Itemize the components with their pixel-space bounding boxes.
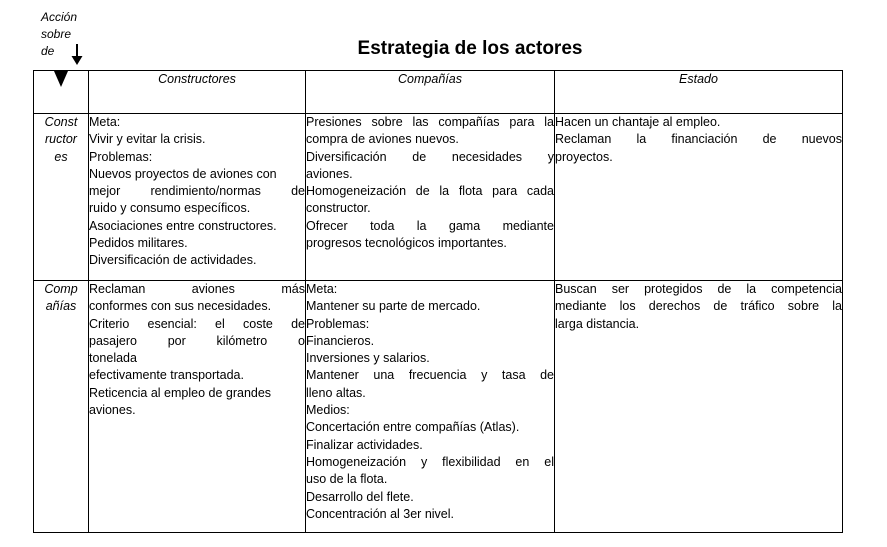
- cell-line: conformes con sus necesidades.: [89, 299, 272, 314]
- cell-line: Ofrecer toda la gama mediante: [306, 218, 554, 233]
- cell-line: tonelada: [89, 351, 137, 366]
- corner-label-line: Acción: [41, 10, 78, 24]
- cell-line: Reticencia al empleo de grandes: [89, 385, 272, 400]
- row-label-line: Comp: [44, 282, 78, 296]
- column-header-companias: Compañías: [306, 71, 555, 114]
- cell-line: compra de aviones nuevos.: [306, 132, 459, 147]
- column-header-constructores: Constructores: [89, 71, 306, 114]
- cell-line: uso de la flota.: [306, 472, 388, 487]
- cell-line: Pedidos militares.: [89, 236, 188, 251]
- corner-label-line: de: [41, 44, 55, 58]
- row-label-line: ructor: [45, 132, 77, 147]
- cell-line: progresos tecnológicos importantes.: [306, 236, 507, 251]
- cell-line: aviones.: [306, 166, 353, 181]
- cell-line: Inversiones y salarios.: [306, 351, 430, 366]
- corner-label-line: sobre: [41, 27, 72, 41]
- down-arrow-icon: [70, 44, 84, 66]
- cell-companias-companias: [306, 281, 555, 533]
- cell-line: Medios:: [306, 403, 350, 418]
- cell-line: Problemas:: [89, 149, 153, 164]
- cell-line: Reclaman aviones más: [89, 282, 305, 296]
- header-corner-cell: [34, 71, 89, 114]
- cell-line: Concentración al 3er nivel.: [306, 506, 454, 521]
- cell-line: efectivamente transportada.: [89, 368, 244, 383]
- cell-line: Problemas:: [306, 316, 370, 331]
- cell-line: Homogeneización y flexibilidad en el: [306, 454, 554, 469]
- cell-line: Hacen un chantaje al empleo.: [555, 115, 721, 129]
- cell-line: proyectos.: [555, 149, 613, 164]
- cell-line: Reclaman la financiación de nuevos: [555, 132, 842, 147]
- cell-line: mejor rendimiento/normas de: [89, 184, 305, 199]
- cell-line: Meta:: [89, 115, 121, 129]
- row-label-line: Const: [44, 115, 78, 129]
- cell-line: aviones.: [89, 403, 136, 418]
- cell-line: Financieros.: [306, 333, 375, 348]
- row-header-companias: [34, 281, 89, 533]
- table-row: [34, 114, 843, 281]
- cell-line: ruido y consumo específicos.: [89, 201, 251, 216]
- cell-line: Mantener una frecuencia y tasa de: [306, 368, 554, 383]
- row-label-line: es: [54, 149, 68, 164]
- cell-line: Presiones sobre las compañías para la: [306, 115, 554, 129]
- page-title: Estrategia de los actores: [357, 38, 583, 59]
- cell-companias-estado: [555, 281, 843, 533]
- column-header-estado: Estado: [555, 71, 843, 114]
- cell-line: Vivir y evitar la crisis.: [89, 132, 206, 147]
- cell-line: mediante los derechos de tráfico sobre la: [555, 299, 842, 314]
- cell-line: Desarrollo del flete.: [306, 489, 414, 504]
- cell-line: Diversificación de actividades.: [89, 253, 257, 268]
- cell-constructores-estado: [555, 114, 843, 281]
- cell-constructores-constructores: [89, 114, 306, 281]
- down-triangle-icon: [54, 71, 68, 87]
- cell-line: constructor.: [306, 201, 371, 216]
- cell-line: Asociaciones entre constructores.: [89, 218, 277, 233]
- row-header-constructores: [34, 114, 89, 281]
- row-label-line: añías: [45, 299, 77, 314]
- actors-strategy-table: [33, 70, 843, 533]
- table-row: [34, 281, 843, 533]
- cell-line: Criterio esencial: el coste de: [89, 316, 305, 331]
- cell-line: Nuevos proyectos de aviones con: [89, 166, 277, 181]
- cell-line: larga distancia.: [555, 316, 640, 331]
- cell-line: Concertación entre compañías (Atlas).: [306, 420, 520, 435]
- cell-constructores-companias: [306, 114, 555, 281]
- cell-line: Homogeneización de la flota para cada: [306, 184, 554, 199]
- cell-line: Meta:: [306, 282, 338, 296]
- cell-line: pasajero por kilómetro o: [89, 333, 305, 348]
- cell-line: Finalizar actividades.: [306, 437, 423, 452]
- cell-line: Diversificación de necesidades y: [306, 149, 554, 164]
- cell-line: lleno altas.: [306, 385, 366, 400]
- cell-companias-constructores: [89, 281, 306, 533]
- cell-line: Mantener su parte de mercado.: [306, 299, 481, 314]
- cell-line: Buscan ser protegidos de la competencia: [555, 282, 842, 296]
- table-header-row: [34, 71, 843, 114]
